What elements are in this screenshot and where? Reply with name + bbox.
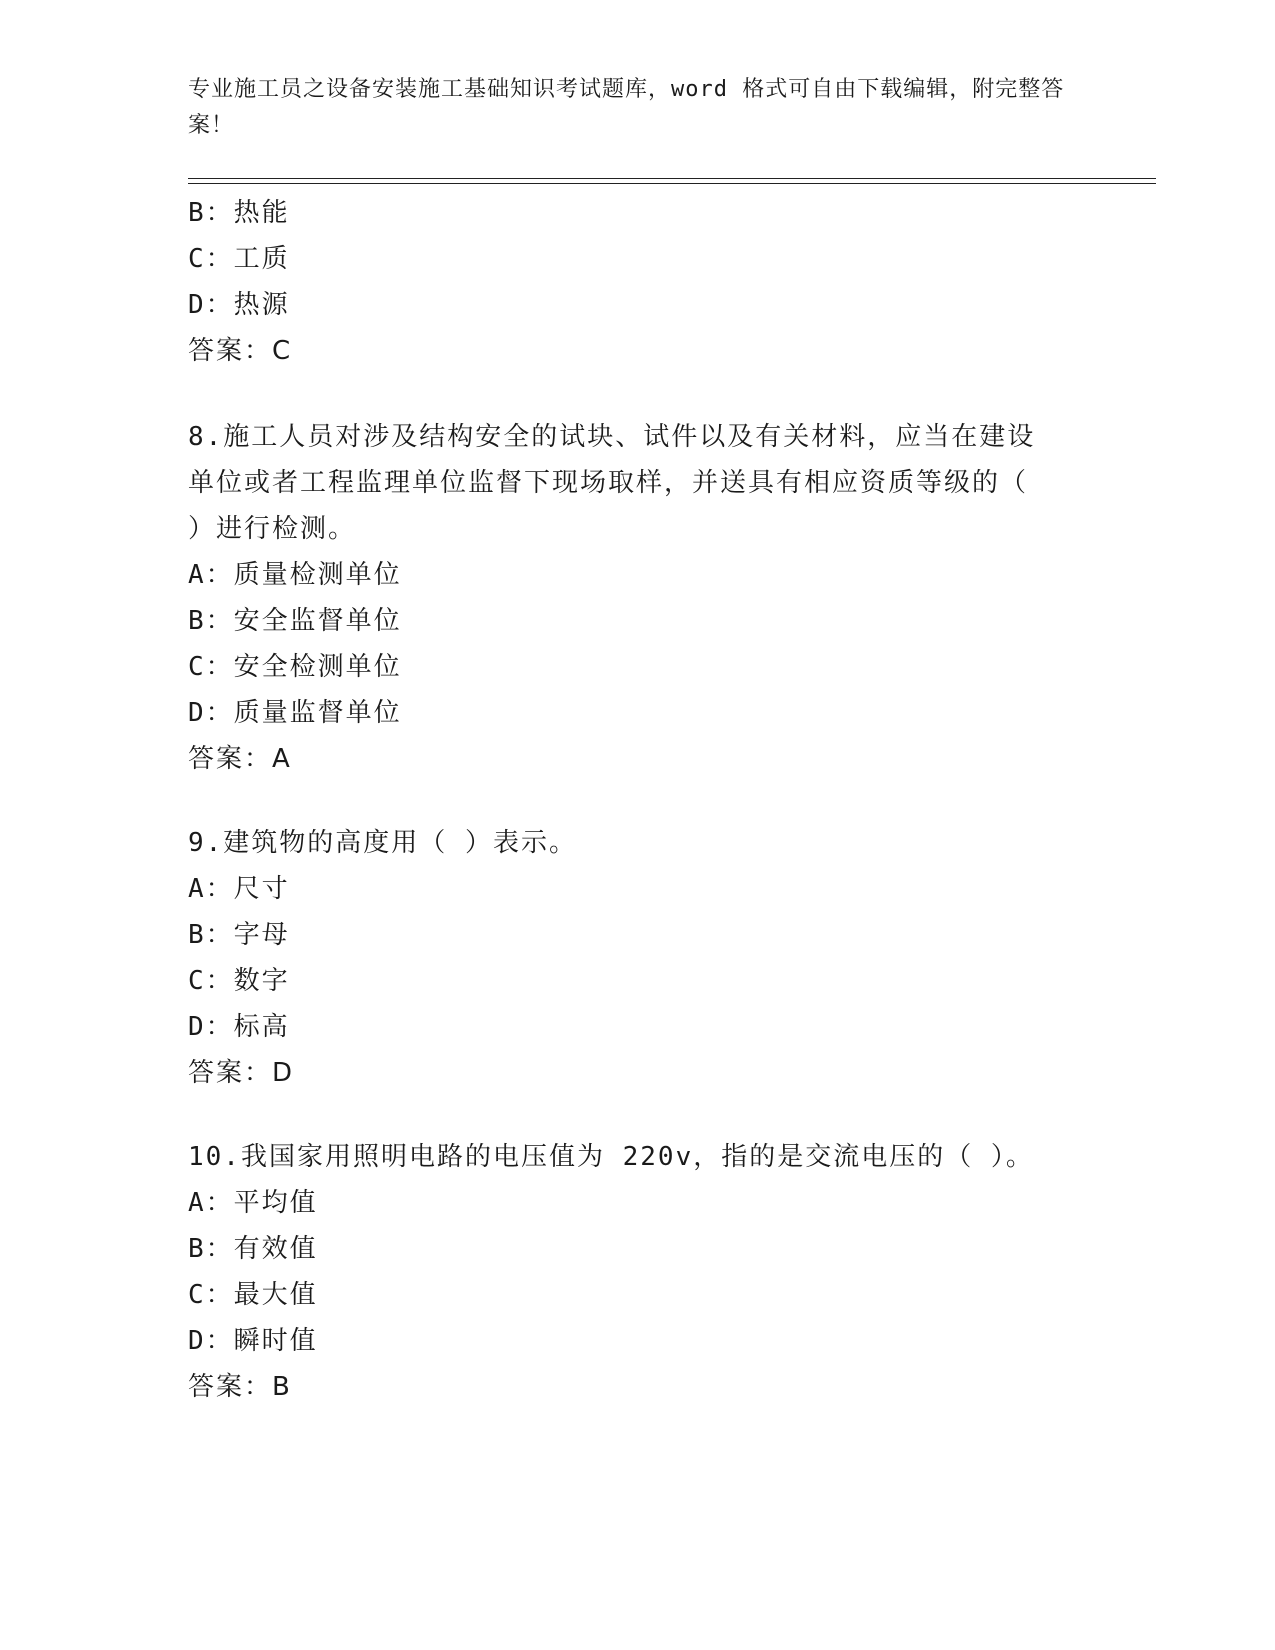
option-label: B： — [188, 1234, 234, 1264]
option-label: A： — [188, 874, 234, 904]
question-content — [188, 190, 1068, 1410]
option-text: 平均值 — [233, 1188, 318, 1218]
answer-line: 答案：B — [188, 1372, 292, 1402]
option-text: 热能 — [233, 198, 290, 228]
header-divider-bottom — [188, 183, 1156, 184]
option-d — [188, 690, 1068, 736]
option-label: D： — [188, 1012, 234, 1042]
option-label: A： — [188, 1188, 234, 1218]
option-c — [188, 1272, 1068, 1318]
option-label: C： — [188, 966, 234, 996]
question-text-line: 10.我国家用照明电路的电压值为 220v，指的是交流电压的（ ）。 — [188, 1142, 1034, 1172]
option-b — [188, 598, 1068, 644]
option-label: A： — [188, 560, 234, 590]
option-d — [188, 282, 1068, 328]
question-text-line: 8.施工人员对涉及结构安全的试块、试件以及有关材料，应当在建设 — [188, 422, 1036, 452]
option-label: C： — [188, 1280, 234, 1310]
option-text: 质量检测单位 — [233, 560, 402, 590]
option-c — [188, 236, 1068, 282]
option-label: D： — [188, 698, 234, 728]
option-text: 质量监督单位 — [233, 698, 402, 728]
option-c — [188, 958, 1068, 1004]
option-text: 尺寸 — [233, 874, 290, 904]
option-label: D： — [188, 290, 234, 320]
question-10 — [188, 1134, 1068, 1410]
option-text: 数字 — [233, 966, 290, 996]
answer-line: 答案：A — [188, 744, 292, 774]
page-header: 专业施工员之设备安装施工基础知识考试题库，word 格式可自由下载编辑，附完整答案！ — [188, 77, 1065, 138]
option-c — [188, 644, 1068, 690]
option-text: 标高 — [233, 1012, 290, 1042]
option-text: 安全监督单位 — [233, 606, 402, 636]
question-8 — [188, 414, 1068, 782]
option-text: 有效值 — [233, 1234, 318, 1264]
option-text: 字母 — [233, 920, 290, 950]
option-text: 热源 — [233, 290, 290, 320]
option-a — [188, 552, 1068, 598]
option-b — [188, 912, 1068, 958]
option-label: C： — [188, 244, 234, 274]
option-text: 安全检测单位 — [233, 652, 402, 682]
question-9 — [188, 820, 1068, 1096]
question-text-line: 9.建筑物的高度用（ ）表示。 — [188, 828, 577, 858]
option-d — [188, 1318, 1068, 1364]
option-label: B： — [188, 606, 234, 636]
header-divider-top — [188, 178, 1156, 179]
option-a — [188, 866, 1068, 912]
option-a — [188, 1180, 1068, 1226]
option-label: D： — [188, 1326, 234, 1356]
option-b — [188, 1226, 1068, 1272]
answer-line: 答案：C — [188, 336, 293, 366]
question-7-continuation — [188, 190, 1068, 374]
option-d — [188, 1004, 1068, 1050]
option-b — [188, 190, 1068, 236]
option-text: 瞬时值 — [233, 1326, 318, 1356]
option-label: C： — [188, 652, 234, 682]
question-text-line: ）进行检测。 — [188, 514, 357, 544]
option-label: B： — [188, 198, 234, 228]
question-text-line: 单位或者工程监理单位监督下现场取样，并送具有相应资质等级的（ — [188, 468, 1029, 498]
option-text: 最大值 — [233, 1280, 318, 1310]
option-label: B： — [188, 920, 234, 950]
option-text: 工质 — [233, 244, 290, 274]
answer-line: 答案：D — [188, 1058, 295, 1088]
